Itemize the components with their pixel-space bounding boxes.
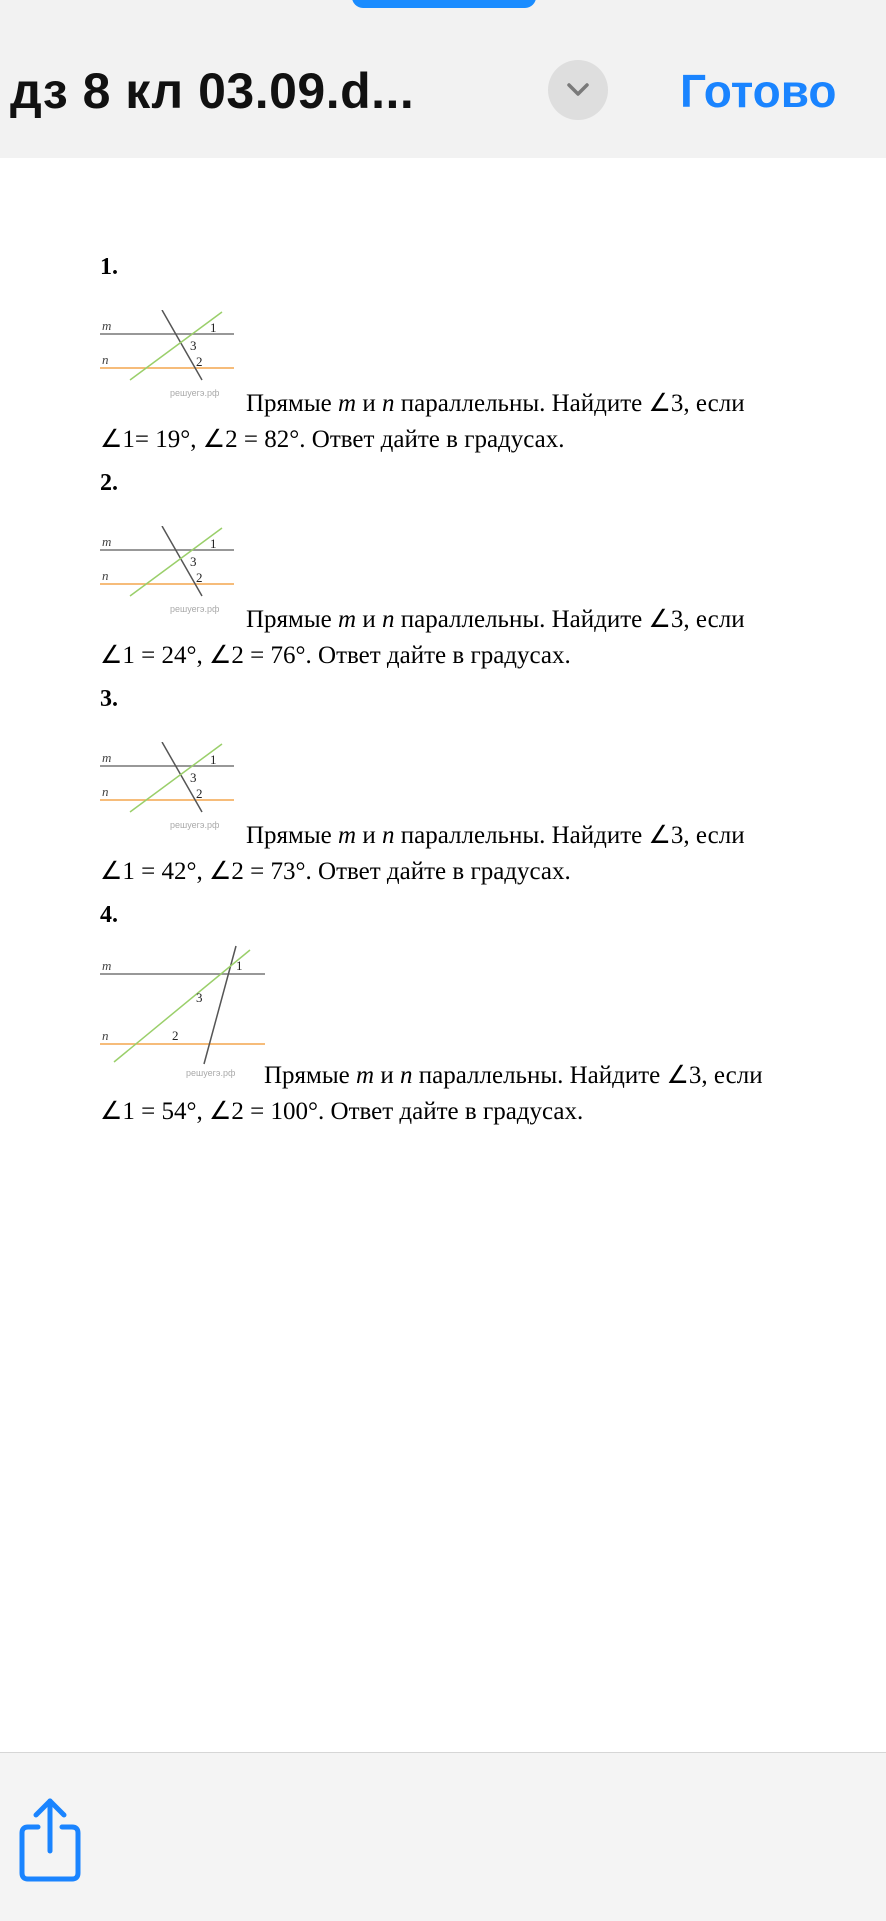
problem-text-line-1: Прямые m и n параллельны. Найдите ∠3, если — [246, 606, 745, 633]
problem-text-line-1: Прямые m и n параллельны. Найдите ∠3, если — [246, 390, 745, 417]
label-angle-2: 2 — [196, 570, 203, 585]
problem-text-line-2: ∠1 = 54°, ∠2 = 100°. Ответ дайте в градусах. — [100, 1098, 584, 1125]
problem-text-line-1: Прямые m и n параллельны. Найдите ∠3, если — [264, 1062, 763, 1089]
label-n: n — [102, 568, 109, 583]
parallel-lines-figure — [100, 526, 240, 621]
label-angle-3: 3 — [190, 770, 197, 785]
problem-text-line-2: ∠1= 19°, ∠2 = 82°. Ответ дайте в градусах. — [100, 426, 565, 453]
label-angle-3: 3 — [190, 338, 197, 353]
problem-text-line-1: Прямые m и n параллельны. Найдите ∠3, если — [246, 822, 745, 849]
done-button[interactable]: Готово — [680, 65, 837, 117]
problem-number: 2. — [100, 470, 118, 496]
label-m: m — [102, 958, 112, 973]
problem-number: 1. — [100, 254, 118, 280]
problem-text-line-2: ∠1 = 42°, ∠2 = 73°. Ответ дайте в градусах. — [100, 858, 571, 885]
document-title[interactable]: дз 8 кл 03.09.d... — [10, 63, 415, 119]
label-angle-3: 3 — [196, 990, 203, 1005]
label-m: m — [102, 534, 112, 549]
problem-text-line-2: ∠1 = 24°, ∠2 = 76°. Ответ дайте в градусах. — [100, 642, 571, 669]
label-n: n — [102, 352, 109, 367]
problem-2 — [100, 470, 860, 669]
label-m: m — [102, 750, 112, 765]
problem-number: 4. — [100, 902, 118, 928]
watermark: решуегэ.рф — [170, 820, 220, 830]
label-angle-1: 1 — [210, 536, 217, 551]
parallel-lines-figure — [100, 742, 240, 837]
label-angle-1: 1 — [210, 320, 217, 335]
dynamic-island-indicator — [352, 0, 536, 8]
chevron-down-icon — [566, 82, 590, 98]
label-angle-3: 3 — [190, 554, 197, 569]
label-n: n — [102, 784, 109, 799]
title-menu-button[interactable] — [548, 60, 608, 120]
watermark: решуегэ.рф — [170, 604, 220, 614]
label-angle-2: 2 — [196, 786, 203, 801]
watermark: решуегэ.рф — [170, 388, 220, 398]
label-angle-1: 1 — [236, 958, 243, 973]
label-m: m — [102, 318, 112, 333]
parallel-lines-figure — [100, 310, 240, 405]
problem-3 — [100, 686, 860, 885]
parallel-lines-figure — [100, 940, 270, 1080]
problem-4 — [100, 902, 860, 1125]
top-bar — [0, 0, 886, 159]
share-icon[interactable] — [14, 1793, 86, 1883]
watermark: решуегэ.рф — [186, 1068, 236, 1078]
problem-1 — [100, 254, 860, 453]
label-angle-2: 2 — [172, 1028, 179, 1043]
label-angle-2: 2 — [196, 354, 203, 369]
label-n: n — [102, 1028, 109, 1043]
bottom-toolbar — [0, 1752, 886, 1921]
problem-number: 3. — [100, 686, 118, 712]
label-angle-1: 1 — [210, 752, 217, 767]
document-view[interactable] — [0, 158, 886, 1752]
